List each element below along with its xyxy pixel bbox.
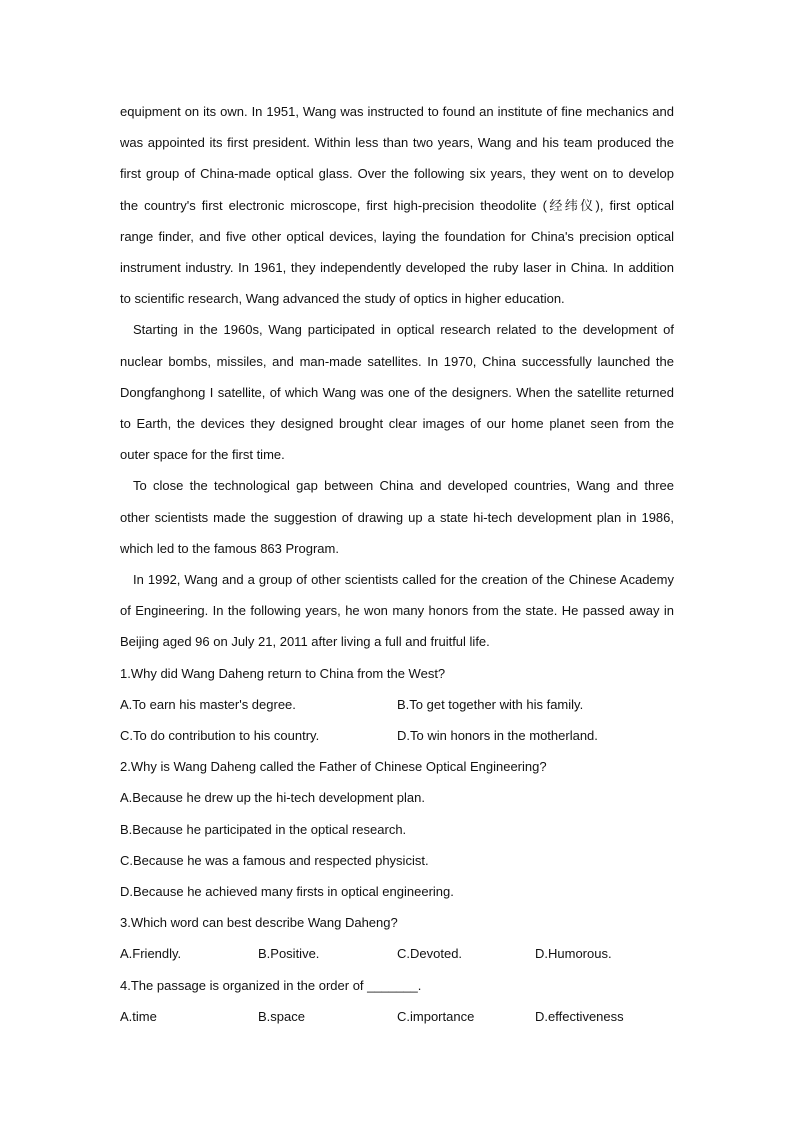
- question-stem: 3.Which word can best describe Wang Daheng?: [120, 915, 398, 931]
- option-row: [120, 1001, 674, 1032]
- option-row: [120, 720, 674, 751]
- question-stem: 2.Why is Wang Daheng called the Father of Chinese Optical Engineering?: [120, 759, 547, 775]
- option-d: D.effectiveness: [535, 1008, 624, 1024]
- option-b: B.Positive.: [258, 946, 320, 962]
- question-stem: 4.The passage is organized in the order of _______.: [120, 977, 422, 993]
- option-b: B.Because he participated in the optical research.: [120, 821, 407, 837]
- question-stem: 1.Why did Wang Daheng return to China from the West?: [120, 665, 446, 681]
- option-a: A.To earn his master's degree.: [120, 696, 296, 712]
- option-c: C.importance: [397, 1008, 475, 1024]
- document-page: [120, 96, 674, 1032]
- passage-paragraph-4: In 1992, Wang and a group of other scientists called for the creation of the Chinese Academy of Engineering. In the following years, he won many honors from the state. He passed away in Beijing aged 96 on July 21, 2011 after living a full and fruitful life.: [120, 572, 674, 650]
- option-b: B.space: [258, 1008, 305, 1024]
- option-c: C.Devoted.: [397, 946, 463, 962]
- option-row: [120, 689, 674, 720]
- passage-paragraph-1: equipment on its own. In 1951, Wang was instructed to found an institute of fine mechanics and was appointed its first president. Within less than two years, Wang and his team produced the first group of China-made optical glass. Over the following six years, they went on to develop the country's first electronic microscope, first high-precision theodolite (经纬仪), first optical range finder, and five other optical devices, laying the foundation for China's precision optical instrument industry. In 1961, they independently developed the ruby laser in China. In addition to scientific research, Wang advanced the study of optics in higher education.: [120, 104, 674, 307]
- passage-paragraph-2: Starting in the 1960s, Wang participated in optical research related to the development of nuclear bombs, missiles, and man-made satellites. In 1970, China successfully launched the Dongfanghong I satellite, of which Wang was one of the designers. When the satellite returned to Earth, the devices they designed brought clear images of our home planet seen from the outer space for the first time.: [120, 322, 674, 463]
- option-a: A.Friendly.: [120, 946, 182, 962]
- option-d: D.Humorous.: [535, 946, 612, 962]
- option-c: C.Because he was a famous and respected physicist.: [120, 852, 429, 868]
- option-d: D.Because he achieved many firsts in optical engineering.: [120, 883, 454, 899]
- question-3: [120, 907, 674, 969]
- option-a: A.Because he drew up the hi-tech development plan.: [120, 790, 425, 806]
- option-b: B.To get together with his family.: [397, 696, 584, 712]
- option-d: D.To win honors in the motherland.: [397, 728, 598, 744]
- option-c: C.To do contribution to his country.: [120, 728, 320, 744]
- option-row: [120, 938, 674, 969]
- option-a: A.time: [120, 1008, 157, 1024]
- passage-paragraph-3: To close the technological gap between China and developed countries, Wang and three other scientists made the suggestion of drawing up a state hi-tech development plan in 1986, which led to the famous 863 Program.: [120, 478, 674, 556]
- question-1: [120, 658, 674, 752]
- question-2: [120, 751, 674, 907]
- question-4: [120, 970, 674, 1032]
